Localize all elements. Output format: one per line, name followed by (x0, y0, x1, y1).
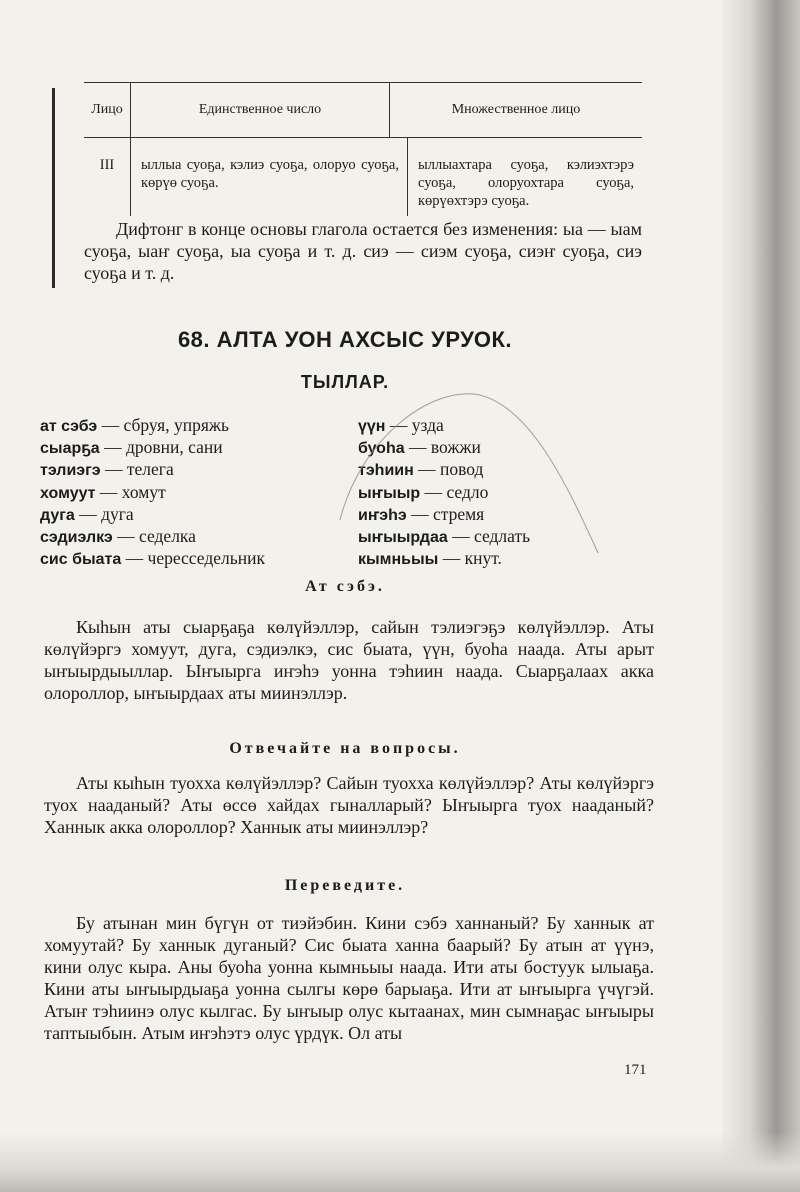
vocab-entry (358, 415, 530, 437)
vocab-translation: телега (126, 459, 174, 480)
vocab-dash: — (117, 526, 135, 547)
vocab-term: ыҥыырдаа (358, 529, 448, 547)
vocab-dash: — (452, 526, 470, 547)
vocab-term: буоһа (358, 440, 405, 458)
vocab-translation: кнут. (464, 548, 502, 569)
table-header-row (84, 83, 642, 138)
vocab-entry (40, 504, 265, 526)
vocab-translation: стремя (432, 503, 485, 524)
margin-bar (52, 88, 55, 288)
vocab-dash: — (104, 459, 123, 480)
vocab-dash: — (418, 459, 436, 480)
vocab-translation: хомут (121, 481, 166, 502)
vocab-entry (358, 548, 530, 570)
diphthong-note: Дифтонг в конце основы глагола остается без изменения: ыа — ыам суоҕа, ыаҥ суоҕа, ыа суоҕа и т. д. сиэ — сиэм суоҕа, сиэҥ суоҕа, сиэ суоҕа и т. д. (84, 219, 642, 283)
vocab-entry (358, 459, 530, 481)
cell-person: III (84, 138, 131, 216)
vocab-dash: — (101, 415, 120, 435)
lesson-title: 68. АЛТА УОН АХСЫС УРУОК. (177, 327, 513, 352)
header-plural: Множественное лицо (451, 102, 581, 117)
questions-text: Аты кыһын туохха көлүйэллэр? Сайын туохха көлүйэллэр? Аты көлүйэргэ туох нааданый? Аты өссө хайдах гыналларый? Ыҥыырга туох нааданый? Ханнык акка олороллор? Ханнык аты миинэллэр? (44, 773, 654, 837)
vocab-entry (40, 437, 265, 459)
vocab-translation: дровни, сани (125, 437, 223, 458)
vocab-entry (40, 548, 265, 570)
vocab-translation: сбруя, упряжь (123, 415, 229, 435)
questions-title: Отвечайте на вопросы. (229, 740, 461, 757)
header-singular: Единственное число (131, 83, 390, 137)
vocab-translation: чересседельник (147, 548, 265, 569)
vocab-dash: — (409, 437, 427, 458)
vocabulary-right-column (358, 415, 530, 570)
vocab-dash: — (99, 481, 118, 502)
vocab-term: сыарҕа (40, 440, 100, 458)
table-row (84, 138, 642, 216)
vocab-translation: седло (446, 481, 489, 502)
vocab-term: сэдиэлкэ (40, 529, 113, 547)
vocab-entry (358, 526, 530, 548)
conjugation-table (84, 82, 642, 216)
vocab-dash: — (389, 415, 408, 435)
vocabulary-left-column (40, 415, 265, 570)
vocab-term: иҥэһэ (358, 506, 407, 524)
reading-title: Ат сэбэ. (305, 578, 385, 595)
vocab-dash: — (79, 503, 97, 524)
vocab-translation: узда (411, 415, 444, 435)
vocab-entry (40, 459, 265, 481)
vocab-term: кымньыы (358, 551, 439, 569)
vocab-entry (358, 437, 530, 459)
vocab-entry (40, 415, 265, 437)
vocab-translation: седелка (139, 526, 196, 547)
reading-text: Кыһын аты сыарҕаҕа көлүйэллэр, сайын тэлиэгэҕэ көлүйэллэр. Аты көлүйэргэ хомуут, дуга, сэдиэлкэ, сис быата, үүн, буоһа наада. Аты арыт ыҥыырдыыллар. Ыҥыырга иҥэһэ уонна тэһиин наада. Сыарҕалаах акка олороллор, ыҥыырдаах аты миинэллэр. (44, 617, 654, 703)
vocab-translation: дуга (101, 503, 134, 524)
page-edge-shadow (722, 0, 800, 1192)
vocab-entry (358, 504, 530, 526)
translate-title: Переведите. (284, 877, 406, 894)
vocab-entry (40, 482, 265, 504)
vocab-translation: седлать (474, 526, 531, 547)
vocab-term: сис быата (40, 551, 122, 569)
vocab-term: хомуут (40, 484, 96, 502)
header-person: Лицо (84, 83, 131, 137)
page-bottom-shadow (0, 1132, 800, 1192)
vocab-dash: — (424, 481, 443, 502)
translate-text: Бу атынан мин бүгүн от тиэйэбин. Кини сэбэ ханнаный? Бу ханнык ат хомуутай? Бу ханнык дуганый? Сис быата ханна баарый? Бу атын ат үүнэ, кини олус кыра. Аны буоһа уонна кымньыы наада. Ити аты бостуук ылыаҕа. Кини аты ыҥыырдыаҕа уонна сылгы көрө барыаҕа. Ити ат ыҥыырга үчүгэй. Атыҥ тэһиинэ олус кылгас. Бу ыҥыыр олус кытаанах, мин сымнаҕас ыҥыыры таптыыбын. Атым иҥэһэтэ олус үрдүк. Ол аты (44, 913, 654, 1043)
cell-singular: ыллыа суоҕа, кэлиэ суоҕа, олоруо суоҕа, көрүө суоҕа. (131, 138, 408, 216)
vocab-term: тэһиин (358, 462, 414, 480)
vocab-term: ат сэбэ (40, 418, 98, 435)
vocab-dash: — (411, 503, 429, 524)
vocab-dash: — (125, 548, 144, 569)
vocab-translation: повод (440, 459, 484, 480)
vocab-term: дуга (40, 506, 75, 524)
vocab-term: тэлиэгэ (40, 462, 101, 480)
page-number: 171 (624, 1062, 647, 1078)
vocab-term: үүн (358, 418, 386, 435)
vocab-entry (358, 482, 530, 504)
vocab-term: ыҥыыр (358, 484, 421, 502)
vocab-translation: вожжи (430, 437, 481, 458)
vocabulary-title: ТЫЛЛАР. (300, 372, 390, 392)
vocab-entry (40, 526, 265, 548)
cell-plural: ыллыахтара суоҕа, кэлиэхтэрэ суоҕа, олоруохтара суоҕа, көрүөхтэрэ суоҕа. (418, 157, 634, 209)
vocab-dash: — (442, 548, 461, 569)
vocab-dash: — (104, 437, 122, 458)
